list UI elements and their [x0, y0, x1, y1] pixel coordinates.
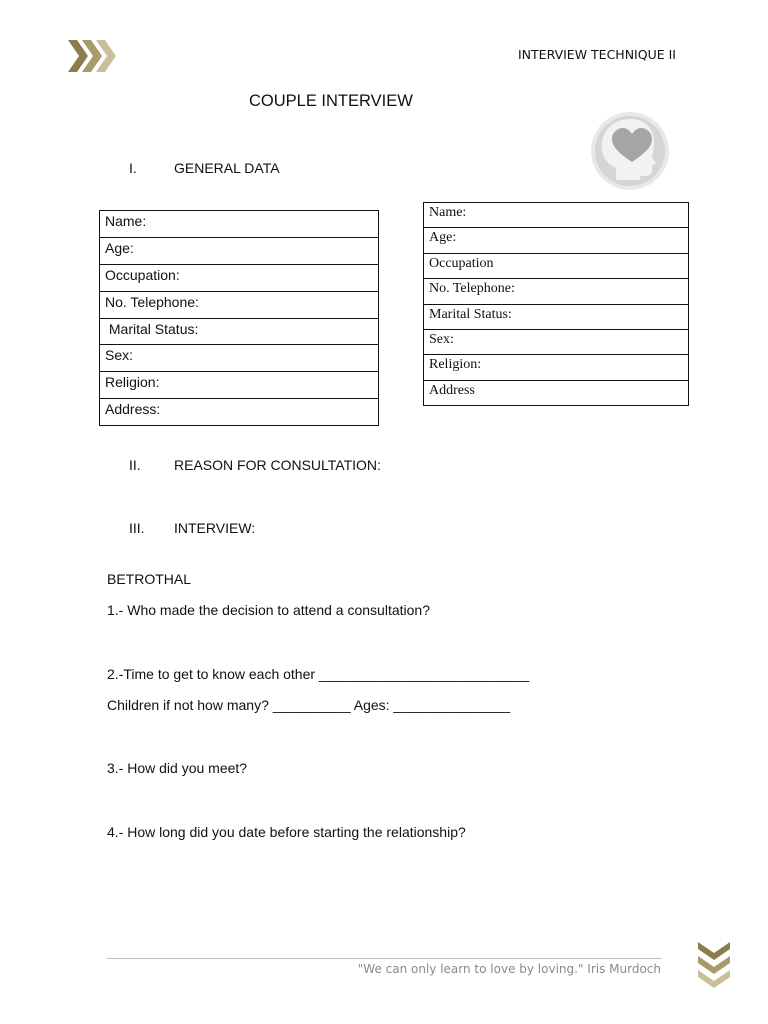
chevrons-down-icon: [696, 940, 732, 990]
header-title: INTERVIEW TECHNIQUE II: [518, 47, 676, 62]
field-marital-status[interactable]: Marital Status:: [100, 318, 379, 345]
table-row: [424, 228, 689, 253]
field-address[interactable]: Address:: [100, 399, 379, 426]
general-data-table-left: [99, 210, 379, 426]
general-data-table-right: [423, 202, 689, 406]
field-address[interactable]: Address: [424, 380, 689, 405]
question-2-children: Children if not how many? __________ Ages: _______________: [107, 697, 511, 713]
section-label: GENERAL DATA: [174, 160, 280, 176]
field-occupation[interactable]: Occupation:: [100, 264, 379, 291]
table-row: [424, 304, 689, 329]
table-row: [100, 211, 379, 238]
field-telephone[interactable]: No. Telephone:: [100, 291, 379, 318]
question-4: 4.- How long did you date before starting the relationship?: [107, 824, 466, 840]
field-age[interactable]: Age:: [424, 228, 689, 253]
field-age[interactable]: Age:: [100, 237, 379, 264]
field-religion[interactable]: Religion:: [424, 355, 689, 380]
field-marital-status[interactable]: Marital Status:: [424, 304, 689, 329]
field-telephone[interactable]: No. Telephone:: [424, 279, 689, 304]
document-title: COUPLE INTERVIEW: [249, 92, 413, 110]
field-sex[interactable]: Sex:: [424, 329, 689, 354]
heart-head-icon: [590, 110, 670, 192]
table-row: [100, 345, 379, 372]
footer-quote: "We can only learn to love by loving." Iris Murdoch: [357, 962, 661, 976]
question-2: 2.-Time to get to know each other ___________________________: [107, 666, 530, 682]
section-label: INTERVIEW:: [174, 520, 256, 536]
section-label: REASON FOR CONSULTATION:: [174, 457, 381, 473]
table-row: [100, 237, 379, 264]
section-number: I.: [129, 160, 137, 176]
field-name[interactable]: Name:: [424, 203, 689, 228]
table-row: [424, 329, 689, 354]
chevrons-right-icon: [68, 40, 118, 72]
question-1: 1.- Who made the decision to attend a consultation?: [107, 602, 430, 618]
table-row: [100, 264, 379, 291]
field-religion[interactable]: Religion:: [100, 372, 379, 399]
section-number: II.: [129, 457, 141, 473]
table-row: [424, 279, 689, 304]
section-number: III.: [129, 520, 145, 536]
field-sex[interactable]: Sex:: [100, 345, 379, 372]
table-row: [100, 372, 379, 399]
table-row: [100, 318, 379, 345]
table-row: [424, 203, 689, 228]
table-row: [100, 399, 379, 426]
table-row: [100, 291, 379, 318]
field-name[interactable]: Name:: [100, 211, 379, 238]
table-row: [424, 355, 689, 380]
table-row: [424, 253, 689, 278]
field-occupation[interactable]: Occupation: [424, 253, 689, 278]
table-row: [424, 380, 689, 405]
question-3: 3.- How did you meet?: [107, 760, 248, 776]
betrothal-subheading: BETROTHAL: [107, 571, 192, 587]
footer-divider: [107, 958, 662, 959]
